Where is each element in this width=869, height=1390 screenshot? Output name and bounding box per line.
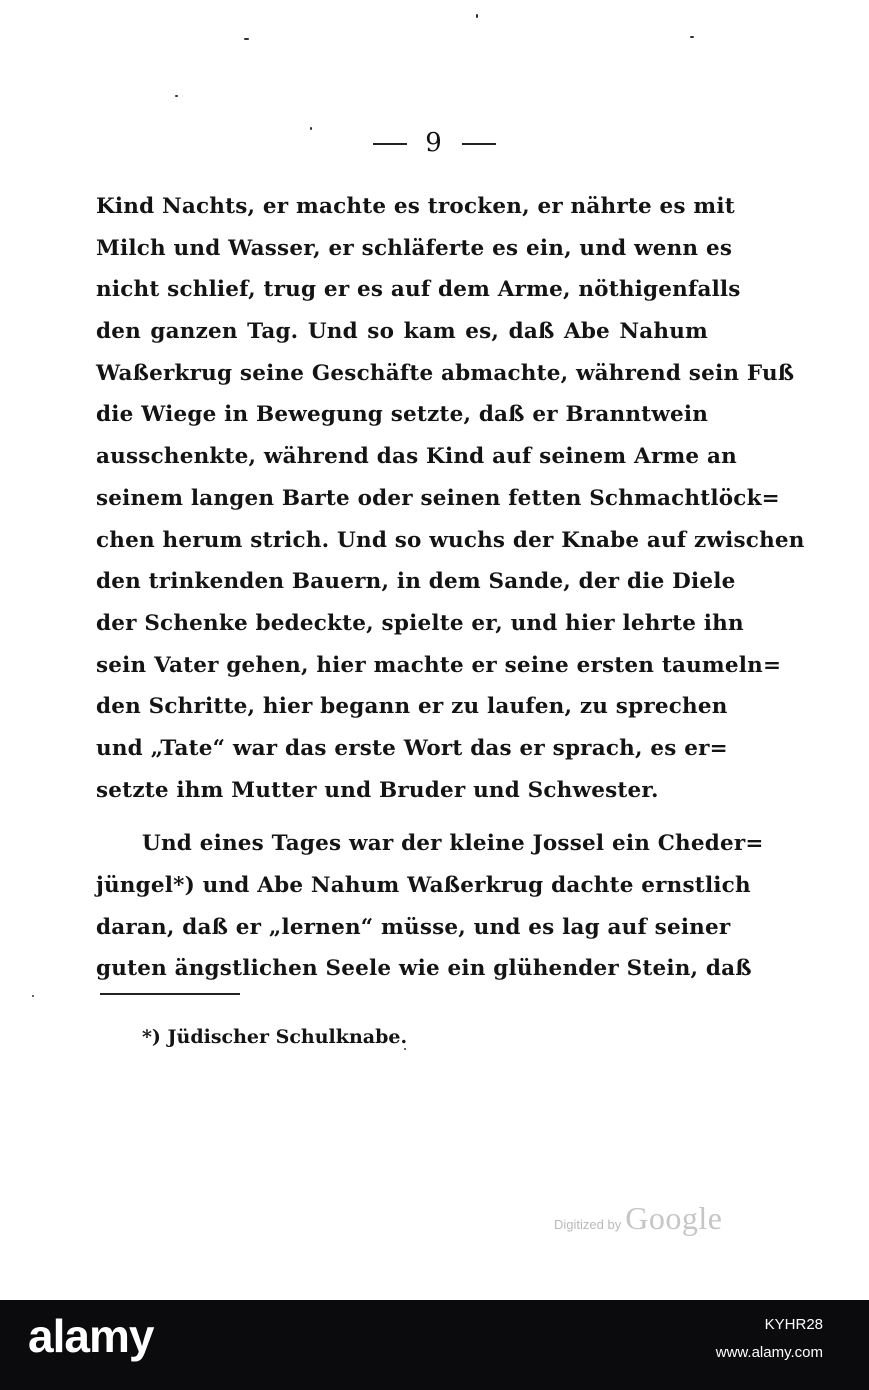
page-number-right-dash: [462, 143, 496, 145]
digitized-watermark: [554, 1200, 722, 1237]
site-url: www.alamy.com: [715, 1344, 823, 1361]
text-line: den Schritte, hier begann er zu laufen, zu sprechen: [96, 694, 728, 720]
text-line: den trinkenden Bauern, in dem Sande, der die Diele: [96, 569, 736, 595]
digitized-by-label: Digitized by: [554, 1217, 622, 1232]
body-text: [96, 186, 805, 990]
scan-speck: [476, 14, 478, 18]
page-number: [0, 128, 869, 158]
page-number-value: 9: [425, 128, 444, 158]
text-line: Milch und Wasser, er schläferte es ein, und wenn es: [96, 235, 733, 261]
text-line: sein Vater gehen, hier machte er seine ersten taumeln=: [96, 652, 782, 678]
text-line: ausschenkte, während das Kind auf seinem Arme an: [96, 444, 737, 470]
text-line: guten ängstlichen Seele wie ein glühender Stein, daß: [96, 956, 752, 982]
text-line: Und eines Tages war der kleine Jossel ein Cheder=: [142, 831, 764, 857]
text-line: den ganzen Tag. Und so kam es, daß Abe Nahum: [96, 319, 708, 345]
footnote: *) Jüdischer Schulknabe.: [142, 1026, 408, 1048]
page-number-left-dash: [373, 143, 407, 145]
text-line: setzte ihm Mutter und Bruder und Schwester.: [96, 777, 659, 803]
text-line: der Schenke bedeckte, spielte er, und hier lehrte ihn: [96, 610, 744, 636]
google-logo: Google: [625, 1200, 723, 1236]
text-line: daran, daß er „lernen“ müsse, und es lag auf seiner: [96, 914, 731, 940]
text-line: Kind Nachts, er machte es trocken, er nährte es mit: [96, 194, 735, 219]
scan-speck: [244, 38, 249, 40]
image-id: KYHR28: [764, 1316, 823, 1333]
stock-banner: [0, 1300, 869, 1390]
text-line: Waßerkrug seine Geschäfte abmachte, während sein Fuß: [96, 360, 795, 386]
text-line: seinem langen Barte oder seinen fetten Schmachtlöck=: [96, 485, 780, 511]
scan-speck: [690, 36, 694, 38]
text-line: jüngel*) und Abe Nahum Waßerkrug dachte ernstlich: [96, 873, 751, 898]
scan-speck: [175, 95, 178, 97]
footnote-rule: [100, 993, 240, 995]
scan-speck: [404, 1048, 406, 1050]
text-line: die Wiege in Bewegung setzte, daß er Branntwein: [96, 402, 709, 428]
text-line: und „Tate“ war das erste Wort das er sprach, es er=: [96, 735, 728, 761]
scan-speck: [32, 995, 34, 997]
text-line: nicht schlief, trug er es auf dem Arme, nöthigenfalls: [96, 277, 741, 303]
text-line: chen herum strich. Und so wuchs der Knabe auf zwischen: [96, 527, 805, 553]
paragraph-gap: [96, 811, 708, 823]
alamy-logo: alamy: [28, 1310, 154, 1362]
